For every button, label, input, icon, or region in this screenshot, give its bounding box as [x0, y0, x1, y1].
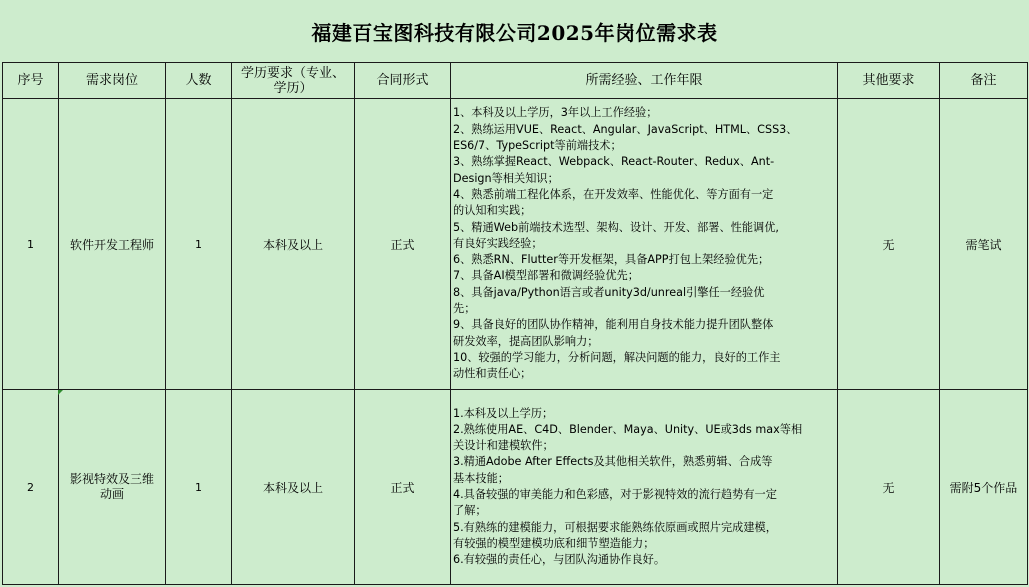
requirement-line: 4、熟悉前端工程化体系，在开发效率、性能优化、等方面有一定 — [453, 187, 774, 201]
requirement-line: 10、较强的学习能力，分析问题，解决问题的能力，良好的工作主 — [453, 350, 781, 364]
position-line2: 动画 — [99, 487, 124, 501]
requirement-line: 7、具备AI模型部署和微调经验优先； — [453, 269, 639, 283]
header-experience[interactable]: 所需经验、工作年限 — [451, 63, 838, 99]
position-line1: 影视特效及三维 — [69, 472, 154, 486]
requirement-line: 有良好实践经验； — [453, 236, 543, 250]
requirement-line: 的认知和实践； — [453, 204, 532, 218]
requirement-line: 1、本科及以上学历，3年以上工作经验； — [453, 106, 658, 120]
requirement-line: 3、熟练掌握React、Webpack、React-Router、Redux、Ant- — [453, 155, 775, 169]
requirement-line: 2.熟练使用AE、C4D、Blender、Maya、Unity、UE或3ds max等相 — [453, 422, 803, 436]
cell-position[interactable]: 软件开发工程师 — [59, 99, 166, 390]
requirement-line: 6.有较强的责任心，与团队沟通协作良好。 — [453, 553, 666, 567]
cell-education[interactable]: 本科及以上 — [232, 390, 355, 585]
requirement-line: 9、具备良好的团队协作精神，能利用自身技术能力提升团队整体 — [453, 318, 774, 332]
cell-position[interactable] — [59, 390, 166, 585]
header-seq[interactable]: 序号 — [3, 63, 59, 99]
requirement-line: ES6/7、TypeScript等前端技术； — [453, 139, 622, 153]
header-row — [3, 63, 1028, 99]
requirement-line: 先； — [453, 302, 476, 316]
cell-seq[interactable]: 1 — [3, 99, 59, 390]
requirement-line: 有较强的模型建模功底和细节塑造能力； — [453, 536, 655, 550]
cell-remark[interactable]: 需附5个作品 — [940, 390, 1028, 585]
header-education-line1: 学历要求（专业、 — [240, 65, 345, 81]
requirement-line: 关设计和建模软件； — [453, 439, 554, 453]
requirement-line: 基本技能； — [453, 471, 509, 485]
requirement-line: Design等相关知识； — [453, 171, 559, 185]
job-requirements-table — [2, 62, 1028, 585]
requirement-line: 5.有熟练的建模能力，可根据要求能熟练依原画或照片完成建模， — [453, 520, 777, 534]
cell-requirements[interactable] — [451, 99, 838, 390]
requirement-line: 4.具备较强的审美能力和色彩感，对于影视特效的流行趋势有一定 — [453, 488, 777, 501]
requirement-line: 2、熟练运用VUE、React、Angular、JavaScript、HTML、CSS3、 — [453, 122, 798, 136]
requirement-line: 动性和责任心； — [453, 367, 532, 381]
cell-contract[interactable]: 正式 — [355, 390, 451, 585]
header-remark[interactable]: 备注 — [940, 63, 1028, 99]
requirement-line: 了解； — [453, 504, 487, 518]
header-position[interactable]: 需求岗位 — [59, 63, 166, 99]
header-education-line2: 学历） — [273, 80, 313, 96]
sheet-title: 福建百宝图科技有限公司2025年岗位需求表 — [311, 20, 718, 45]
table-row — [3, 99, 1028, 390]
header-other[interactable]: 其他要求 — [838, 63, 940, 99]
requirement-line: 3.精通Adobe After Effects及其他相关软件，熟悉剪辑、合成等 — [453, 455, 773, 469]
cell-other[interactable]: 无 — [838, 390, 940, 585]
header-count[interactable]: 人数 — [166, 63, 232, 99]
requirement-line: 6、熟悉RN、Flutter等开发框架，具备APP打包上架经验优先； — [453, 253, 770, 267]
requirement-line: 1.本科及以上学历； — [453, 406, 554, 420]
header-education[interactable] — [232, 63, 355, 99]
cell-count[interactable]: 1 — [166, 99, 232, 390]
table-row — [3, 390, 1028, 585]
cell-contract[interactable]: 正式 — [355, 99, 451, 390]
requirement-line: 8、具备java/Python语言或者unity3d/unreal引擎任一经验优 — [453, 285, 765, 299]
requirement-line: 研发效率，提高团队影响力； — [453, 334, 599, 348]
requirement-line: 5、精通Web前端技术选型、架构、设计、开发、部署、性能调优, — [453, 220, 779, 234]
comment-indicator — [58, 390, 63, 395]
cell-other[interactable]: 无 — [838, 99, 940, 390]
cell-seq[interactable]: 2 — [3, 390, 59, 585]
cell-remark[interactable]: 需笔试 — [940, 99, 1028, 390]
cell-requirements[interactable] — [451, 390, 838, 585]
cell-count[interactable]: 1 — [166, 390, 232, 585]
cell-education[interactable]: 本科及以上 — [232, 99, 355, 390]
header-contract[interactable]: 合同形式 — [355, 63, 451, 99]
